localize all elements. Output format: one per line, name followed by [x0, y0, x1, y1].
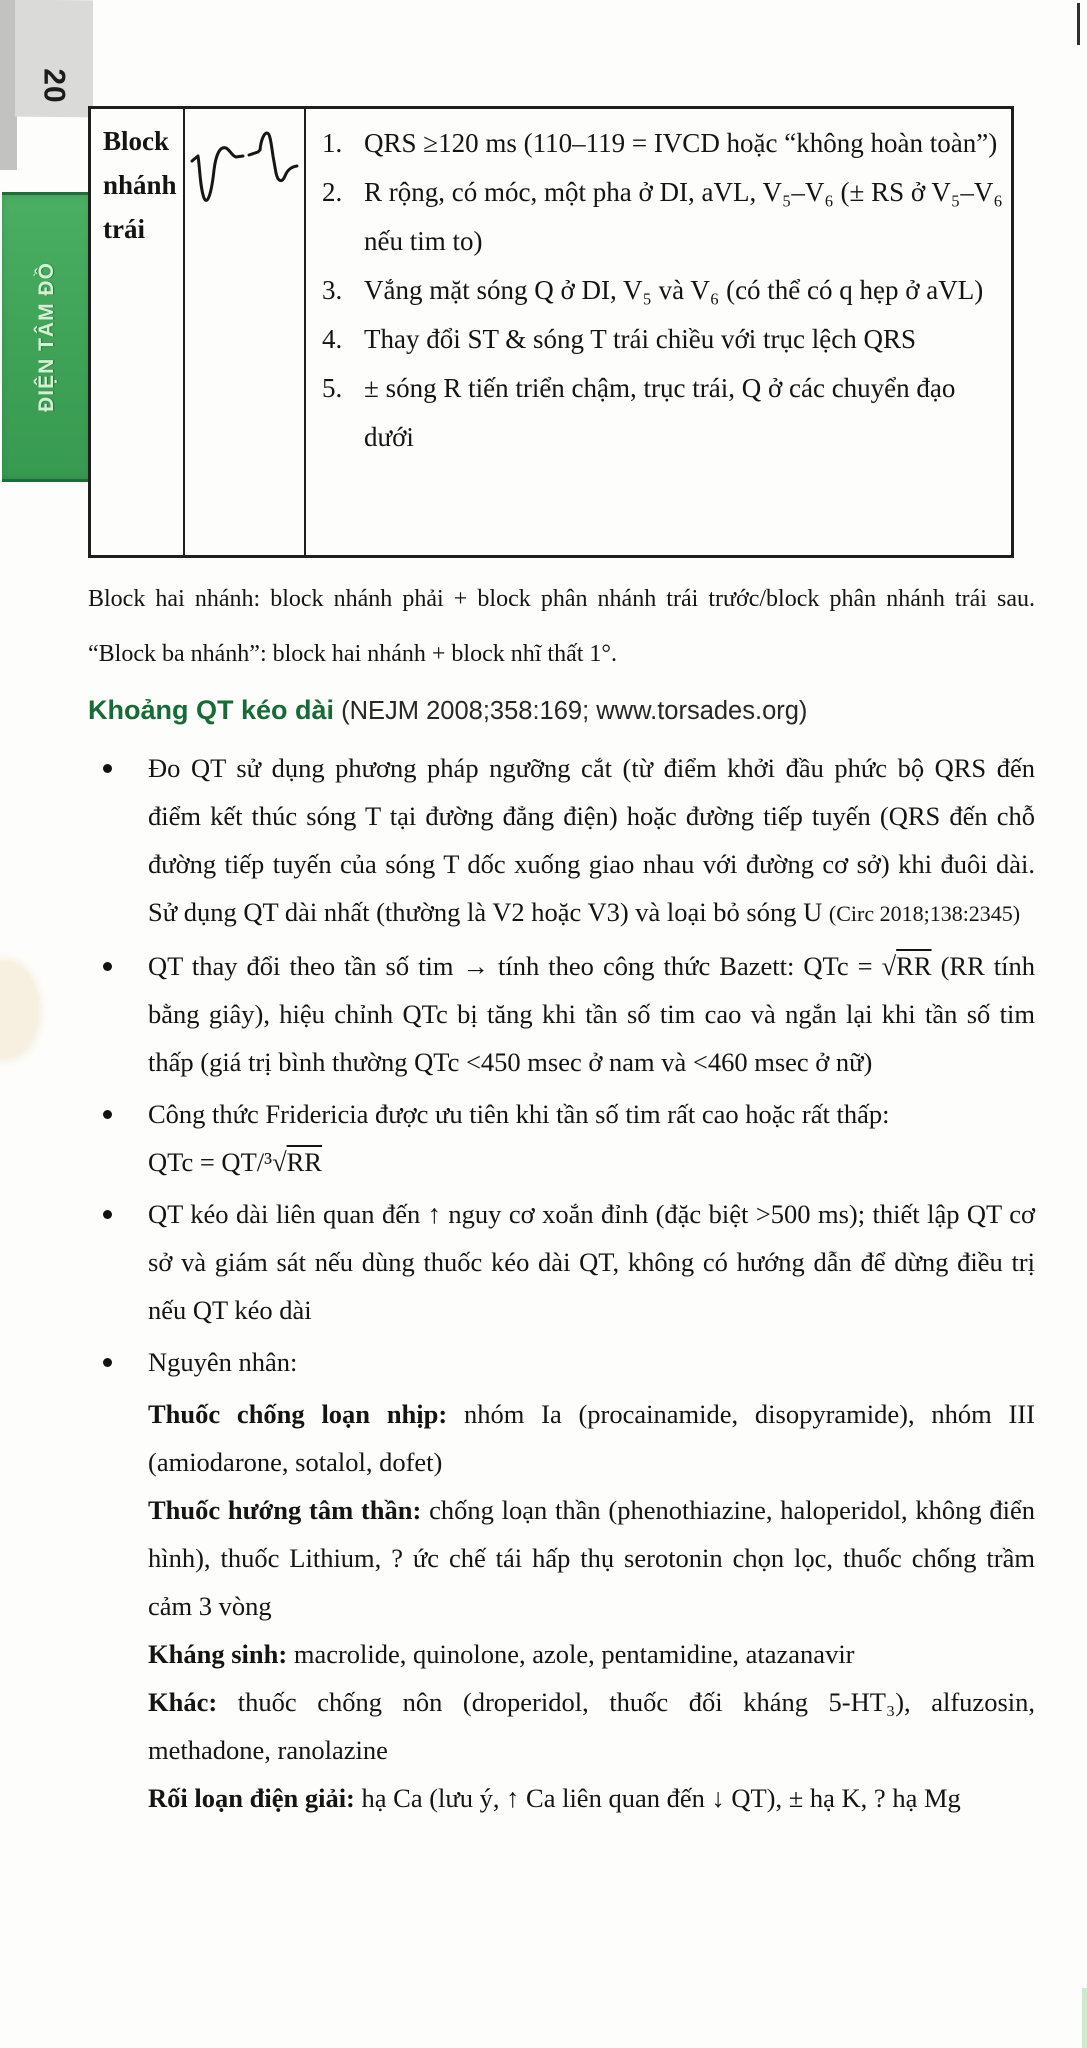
qt-heading-citation: (NEJM 2008;358:169; www.torsades.org) — [334, 697, 808, 725]
cause-text: chống loạn thần (phenothiazine, haloperidol, không điển hình), thuốc Lithium, ? ức chế tái hấp thụ serotonin chọn lọc, thuốc chống trầm cảm 3 vòng — [148, 1495, 1035, 1621]
page-number-tab — [15, 0, 93, 117]
cause-label: Thuốc hướng tâm thần: — [148, 1495, 422, 1525]
cause-psychotropics — [88, 1486, 1035, 1630]
criterion-item: R rộng, có móc, một pha ở DI, aVL, V₅–V₆ (± RS ở V₅–V₆ nếu tim to) — [364, 177, 1003, 256]
cause-label: Thuốc chống loạn nhịp: — [148, 1399, 448, 1429]
cause-antibiotics — [88, 1630, 1035, 1678]
bazett-rr-term: RR — [896, 951, 932, 981]
section-thumb-tab — [2, 192, 94, 482]
qt-bullet-causes — [88, 1338, 1035, 1386]
qt-section-body — [88, 744, 1035, 1822]
inline-citation: (Circ 2018;138:2345) — [828, 901, 1021, 926]
table-criteria-cell — [306, 109, 1011, 555]
scan-artifact-top-right-mark — [1077, 3, 1080, 45]
qt-section-heading — [88, 692, 1035, 729]
table-row-label: Block nhánh trái — [91, 109, 185, 555]
qt-bullet-measurement — [88, 744, 1035, 938]
qt-heading-title: Khoảng QT kéo dài — [88, 695, 335, 725]
lbbb-criteria-table — [88, 106, 1014, 558]
cause-electrolytes — [88, 1774, 1035, 1822]
criterion-item: Thay đổi ST & sóng T trái chiều với trục lệch QRS — [364, 324, 916, 354]
lbbb-ecg-waveform-icon — [189, 125, 301, 217]
table-waveform-cell — [185, 109, 306, 555]
fridericia-rr-term: RR — [286, 1147, 322, 1177]
bullet-text: QT thay đổi theo tần số tim → tính theo công thức Bazett: QTc = √ — [148, 951, 897, 981]
cause-text: thuốc chống nôn (droperidol, thuốc đối kháng 5-HT₃), alfuzosin, methadone, ranolazine — [148, 1687, 1035, 1765]
criterion-item: Vắng mặt sóng Q ở DI, V₅ và V₆ (có thể có q hẹp ở aVL) — [364, 275, 984, 305]
bullet-text: QT kéo dài liên quan đến ↑ nguy cơ xoắn đỉnh (đặc biệt >500 ms); thiết lập QT cơ sở và giám sát nếu dùng thuốc kéo dài QT, không có hướng dẫn để dừng điều trị nếu QT kéo dài — [148, 1199, 1035, 1325]
bullet-text: Công thức Fridericia được ưu tiên khi tần số tim rất cao hoặc rất thấp: — [148, 1099, 890, 1129]
cause-label: Khác: — [148, 1687, 218, 1717]
section-thumb-tab-label: ĐIỆN TÂM ĐỒ — [34, 262, 58, 412]
bullet-text: Đo QT sử dụng phương pháp ngưỡng cắt (từ điểm khởi đầu phức bộ QRS đến điểm kết thúc sóng T tại đường đẳng điện) hoặc đường tiếp tuyến (QRS đến chỗ đường tiếp tuyến của sóng T dốc xuống giao nhau với đường cơ sở) khi đuôi dài. Sử dụng QT dài nhất (thường là V2 hoặc V3) và loại bỏ sóng U — [148, 753, 1035, 927]
bullet-text: Nguyên nhân: — [148, 1347, 298, 1377]
table-footnote: Block hai nhánh: block nhánh phải + block phân nhánh trái trước/block phân nhánh trái sau. “Block ba nhánh”: block hai nhánh + block nhĩ thất 1°. — [88, 586, 1035, 667]
cause-label: Kháng sinh: — [148, 1639, 288, 1669]
bullet-text: (RR tính bằng giây), hiệu chỉnh QTc bị tăng khi tần số tim cao và ngắn lại khi tần số tim thấp (giá trị bình thường QTc <450 msec ở nam và <460 msec ở nữ) — [148, 951, 1036, 1077]
scan-artifact-bottom-right-strip — [1082, 1988, 1087, 2048]
cause-antiarrhythmics — [88, 1390, 1035, 1486]
fridericia-formula: QTc = QT/³√ — [148, 1147, 287, 1177]
criterion-item: ± sóng R tiến triển chậm, trục trái, Q ở các chuyển đạo dưới — [364, 373, 956, 452]
cause-text: hạ Ca (lưu ý, ↑ Ca liên quan đến ↓ QT), ± hạ K, ? hạ Mg — [354, 1783, 961, 1813]
qt-bullet-bazett — [88, 942, 1035, 1086]
qt-bullet-torsades-risk — [88, 1190, 1035, 1334]
criteria-list — [320, 119, 1003, 462]
scan-artifact-page-curl — [0, 962, 38, 1058]
cause-text: nhóm Ia (procainamide, disopyramide), nhóm III (amiodarone, sotalol, dofet) — [148, 1399, 1035, 1477]
criterion-item: QRS ≥120 ms (110–119 = IVCD hoặc “không hoàn toàn”) — [364, 128, 998, 158]
cause-text: macrolide, quinolone, azole, pentamidine, atazanavir — [287, 1639, 855, 1669]
page-number: 20 — [38, 68, 71, 104]
qt-bullet-fridericia — [88, 1090, 1035, 1186]
cause-other-drugs — [88, 1678, 1035, 1774]
cause-label: Rối loạn điện giải: — [148, 1783, 355, 1813]
